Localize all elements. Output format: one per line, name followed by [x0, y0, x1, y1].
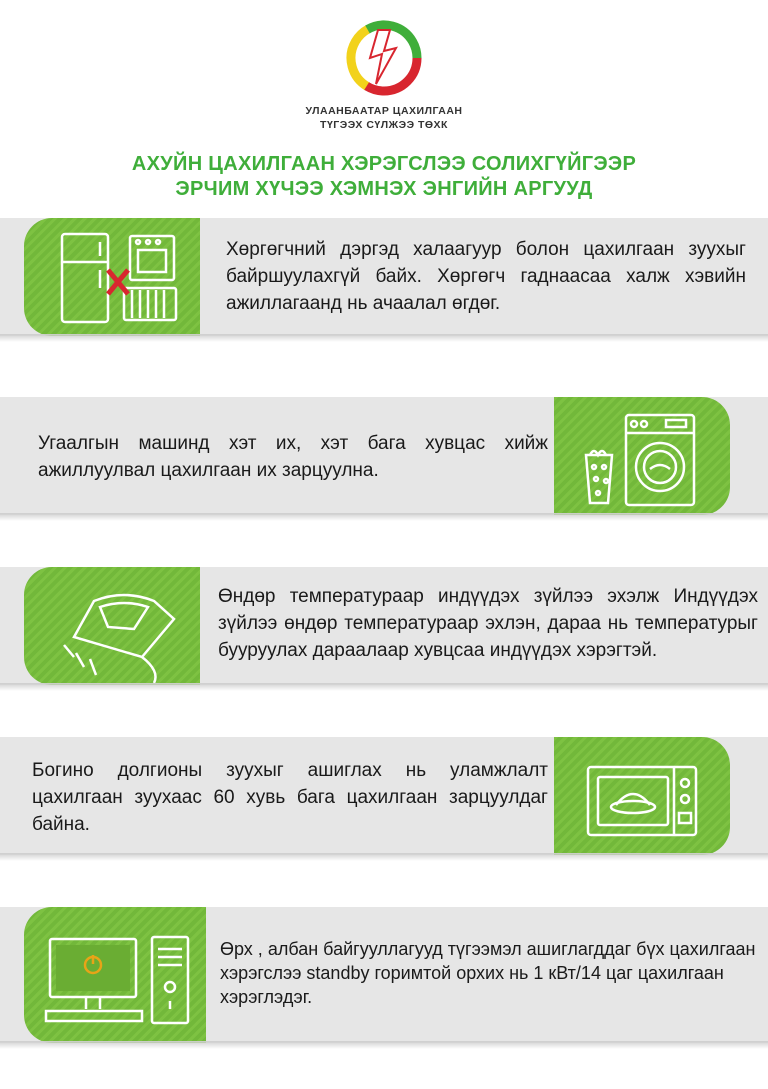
tip-icon-panel [554, 737, 730, 855]
tip-card [0, 567, 768, 685]
microwave-icon [554, 737, 730, 855]
tip-icon-panel [24, 567, 200, 685]
iron-icon [24, 567, 200, 685]
tip-icon-panel [554, 397, 730, 515]
tip-icon-panel [24, 907, 206, 1043]
tip-card [0, 397, 768, 515]
tip-text: Угаалгын машинд хэт их, хэт бага хувцас хийж ажиллуулвал цахилгаан их зарцуулна. [38, 433, 548, 481]
company-logo [344, 18, 424, 98]
page-title-line1: АХУЙН ЦАХИЛГААН ХЭРЭГСЛЭЭ СОЛИХГҮЙГЭЭР [131, 153, 637, 175]
computer-icon [24, 907, 206, 1043]
fridge-heater-icon [24, 218, 200, 336]
tip-card [0, 737, 768, 855]
tip-text: Хөргөгчний дэргэд халаагуур болон цахилгаан зуухыг байршуулахгүй байх. Хөргөгч гаднаасаа халж хэвийн ажиллагаанд нь ачаалал өгдөг. [226, 239, 746, 314]
tip-card [0, 218, 768, 336]
page-title-line2: ЭРЧИМ ХҮЧЭЭ ХЭМНЭХ ЭНГИЙН АРГУУД [175, 178, 593, 200]
tip-icon-panel [24, 218, 200, 336]
org-name-line1: УЛААНБААТАР ЦАХИЛГААН [305, 105, 463, 117]
tip-text: Өндөр температураар индүүдэх зүйлээ эхэлж Индүүдэх зүйлээ өндөр температураар эхлэн, дараа нь температурыг бууруулах дараалаар хувцсаа индүүдэх хэрэгтэй. [218, 586, 758, 661]
tip-card [0, 907, 768, 1043]
tip-text: Богино долгионы зуухыг ашиглах нь уламжлалт цахилгаан зуухаас 60 хувь бага цахилгаан зарцуулдаг байна. [32, 760, 548, 835]
washing-machine-icon [554, 397, 730, 515]
tip-text: Өрх , албан байгууллагууд түгээмэл ашиглагддаг бүх цахилгаан хэрэгслээ standby горимтой орхих нь 1 кВт/14 цаг цахилгаан хэрэглэдэг. [220, 939, 756, 1007]
org-name-line2: ТҮГЭЭХ СҮЛЖЭЭ ТӨХК [320, 119, 448, 131]
